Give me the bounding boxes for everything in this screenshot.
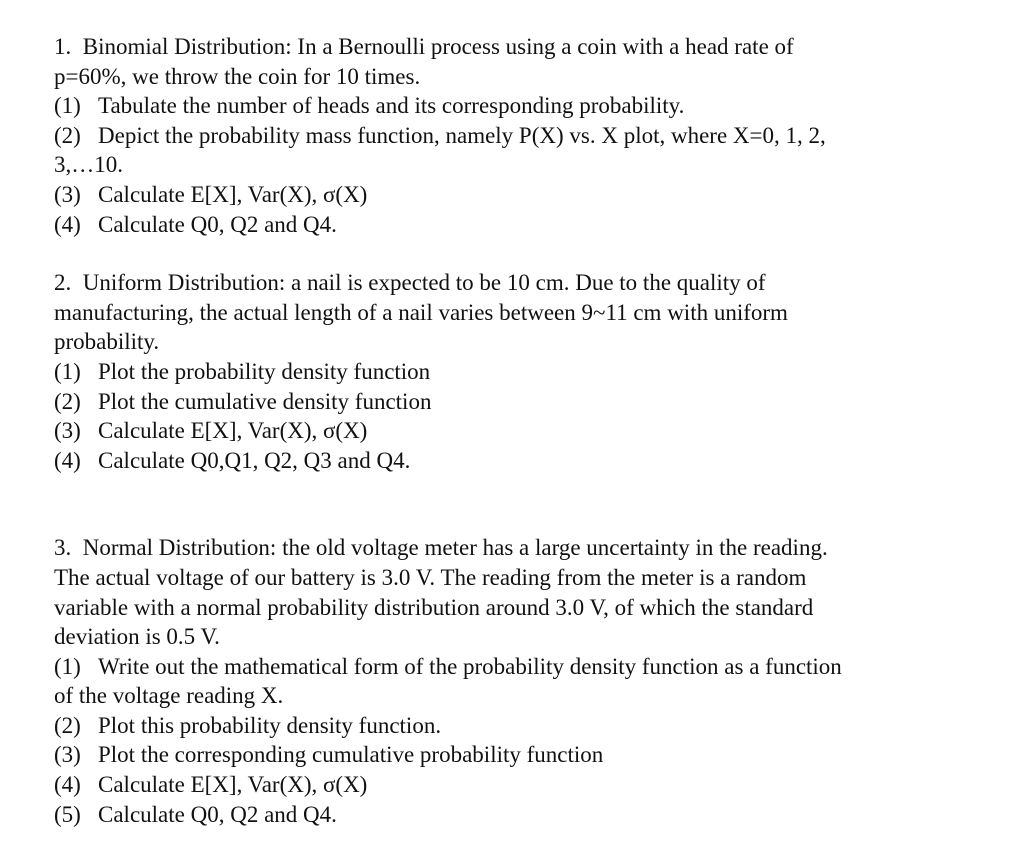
problem-2-item-1: [54, 357, 954, 387]
problem-1-number: 1.: [54, 34, 72, 59]
item-index: (1): [54, 93, 81, 119]
problem-1-intro-line-1: [54, 32, 954, 62]
item-index: (1): [54, 653, 81, 679]
item-text: Calculate Q0, Q2 and Q4.: [98, 211, 337, 237]
item-index: (4): [54, 772, 81, 798]
item-index: (1): [54, 358, 81, 384]
item-index: (4): [54, 447, 81, 473]
problem-1-item-1: [54, 91, 954, 121]
item-text: Depict the probability mass function, namely P(X) vs. X plot, where X=0, 1, 2,: [98, 122, 826, 148]
item-text: Plot the cumulative density function: [98, 388, 432, 414]
problem-1-item-3: [54, 180, 954, 210]
item-index: (2): [54, 122, 81, 148]
problem-1: [54, 32, 954, 239]
problem-2-number: 2.: [54, 270, 72, 296]
item-text: Calculate E[X], Var(X), σ(X): [98, 772, 368, 798]
item-text: Write out the mathematical form of the probability density function as a function: [98, 653, 842, 679]
item-text: Tabulate the number of heads and its corresponding probability.: [98, 93, 685, 119]
problem-2-item-4: [54, 446, 954, 476]
item-index: (3): [54, 181, 81, 207]
problem-1-intro: [54, 32, 954, 91]
item-text: Calculate Q0,Q1, Q2, Q3 and Q4.: [98, 447, 411, 473]
item-text: Plot the corresponding cumulative probability function: [98, 742, 604, 768]
problem-3-item-5: [54, 800, 954, 830]
item-text-continued: 3,…10.: [54, 152, 123, 178]
problem-3-item-1: [54, 652, 954, 711]
problem-3-item-4: [54, 770, 954, 800]
problem-1-item-2: [54, 121, 954, 180]
problem-3-item-2: [54, 711, 954, 741]
problem-2-intro-line-2: manufacturing, the actual length of a nail varies between 9~11 cm with uniform: [54, 299, 788, 325]
problem-2-item-3: [54, 416, 954, 446]
item-index: (4): [54, 211, 81, 237]
item-text: Calculate E[X], Var(X), σ(X): [98, 418, 368, 444]
problem-1-intro-text-1: Binomial Distribution: In a Bernoulli process using a coin with a head rate of: [82, 34, 794, 59]
item-index: (5): [54, 801, 81, 827]
item-text: Plot the probability density function: [98, 358, 431, 384]
item-index: (2): [54, 388, 81, 414]
problem-1-intro-line-2: p=60%, we throw the coin for 10 times.: [54, 63, 421, 89]
problem-3-intro-line-2: The actual voltage of our battery is 3.0 V. The reading from the meter is a random: [54, 564, 807, 590]
problem-3-item-3: [54, 740, 954, 770]
problem-sheet: [54, 32, 954, 829]
item-text: Calculate E[X], Var(X), σ(X): [98, 181, 368, 207]
problem-2-intro-line-1: [54, 268, 954, 298]
problem-3-intro-text-1: Normal Distribution: the old voltage meter has a large uncertainty in the reading.: [82, 535, 828, 561]
problem-3-intro: [54, 533, 954, 651]
problem-3-intro-line-3: variable with a normal probability distribution around 3.0 V, of which the standard: [54, 594, 814, 620]
problem-2-intro-line-3: probability.: [54, 329, 160, 355]
problem-2-intro: [54, 268, 954, 357]
problem-1-item-4: [54, 210, 954, 240]
item-text: Calculate Q0, Q2 and Q4.: [98, 801, 337, 827]
problem-3-intro-line-4: deviation is 0.5 V.: [54, 624, 220, 650]
problem-3: [54, 533, 954, 829]
item-index: (3): [54, 742, 81, 768]
problem-3-number: 3.: [54, 535, 72, 561]
item-index: (3): [54, 418, 81, 444]
item-text: Plot this probability density function.: [98, 712, 442, 738]
problem-3-intro-line-1: [54, 533, 954, 563]
problem-2: [54, 268, 954, 475]
problem-2-item-2: [54, 387, 954, 417]
item-index: (2): [54, 712, 81, 738]
problem-2-intro-text-1: Uniform Distribution: a nail is expected to be 10 cm. Due to the quality of: [82, 270, 766, 296]
item-text-continued: of the voltage reading X.: [54, 683, 284, 709]
